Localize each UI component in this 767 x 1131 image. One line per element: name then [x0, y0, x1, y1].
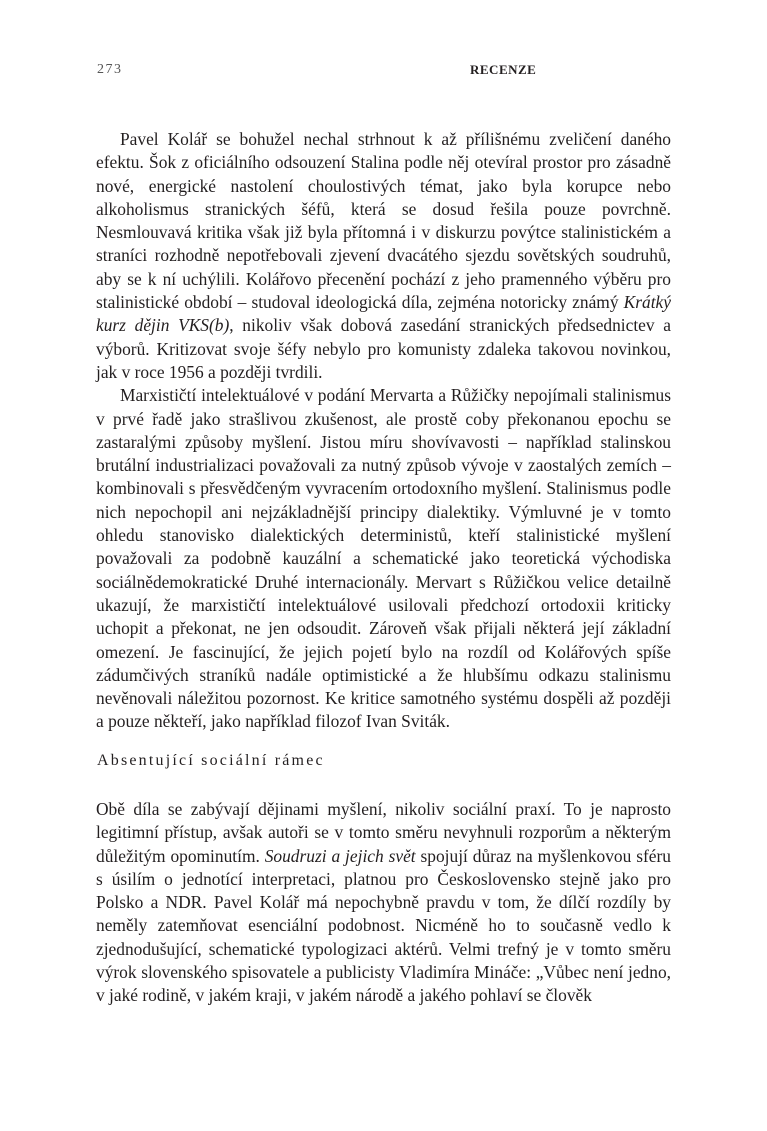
- italic-title-soudruzi: Soudruzi a jejich svět: [264, 845, 416, 866]
- text-block-bottom: [96, 798, 671, 1008]
- italic-title-kratky-kurz: Krátký kurz dějin VKS(b): [96, 292, 671, 336]
- section-heading: Absentující sociální rámec: [97, 752, 325, 769]
- running-head: RECENZE: [470, 62, 537, 77]
- paragraph-3: Obě díla se zabývají dějinami myšlení, nikoliv sociální praxí. To je naprosto legitimní přístup, avšak autoři se v tomto směru nevyhnuli rozporům a některým důležitým opominutím. Soudruzi a jejich svět spojují důraz na myšlenkovou sféru s úsilím o jednotící interpretaci, platnou pro Československo stejně jako pro Polsko a NDR. Pavel Kolář má nepochybně pravdu v tom, že dílčí rozdíly by neměly zatemňovat esenciální podobnost. Nicméně ho to současně vedlo k zjednodušující, schematické typologizaci aktérů. Velmi trefný je v tomto směru výrok slovenského spisovatele a publicisty Vladimíra Mináče: „Vůbec není jedno, v jaké rodině, v jakém kraji, v jakém národě a jakého pohlaví se člověk: [96, 799, 671, 1006]
- paragraph-2: Marxističtí intelektuálové v podání Mervarta a Růžičky nepojímali stalinismus v prvé řadě jako strašlivou zkušenost, ale prostě coby překonanou epochu se zastaralými způsoby myšlení. Jistou míru shovívavosti – například stalinskou brutální industrializaci považovali za nutný způsob vývoje v zaostalých zemích – kombinovali s přesvědčeným vyvracením ortodoxního myšlení. Stalinismus podle nich nepochopil ani nejzákladnější principy dialektiky. Výmluvné je v tomto ohledu stanovisko dialektických deterministů, kteří stalinistické myšlení považovali za podobně kauzální a schematické jako teoretická východiska sociálnědemokratické Druhé internacionály. Mervart s Růžičkou velice detailně ukazují, že marxističtí intelektuálové usilovali předchozí ortodoxii kriticky uchopit a překonat, ne jen odsoudit. Zároveň však přijali některá její základní omezení. Je fascinující, že jejich pojetí bylo na rozdíl od Kolářových spíše zádumčivých straníků nadále optimistické a že hlubšímu odkazu stalinismu nevěnovali náležitou pozornost. Ke kritice samotného systému dospěli až později a pouze někteří, jako například filozof Ivan Sviták.: [96, 385, 671, 732]
- text-block-top: [96, 128, 671, 734]
- paragraph-1: Pavel Kolář se bohužel nechal strhnout k až přílišnému zveličení daného efektu. Šok z oficiálního odsouzení Stalina podle něj otevíral prostor pro zásadně nové, energické nastolení choulostivých témat, jako byla korupce nebo alkoholismus stranických šéfů, která se dosud řešila pouze povrchně. Nesmlouvavá kritika však již byla přítomná i v diskurzu povýtce stalinistickém a straníci rozhodně nepotřebovali zjevení dvacátého sjezdu sovětských soudruhů, aby se k ní uchýlili. Kolářovo přecenění pochází z jeho pramenného výběru pro stalinistické období – studoval ideologická díla, zejména notoricky známý Krátký kurz dějin VKS(b), nikoliv však dobová zasedání stranických předsednictev a výborů. Kritizovat svoje šéfy nebylo pro komunisty zdaleka takovou novinkou, jak v roce 1956 a později tvrdili.: [96, 129, 671, 382]
- page-number: 273: [97, 62, 123, 77]
